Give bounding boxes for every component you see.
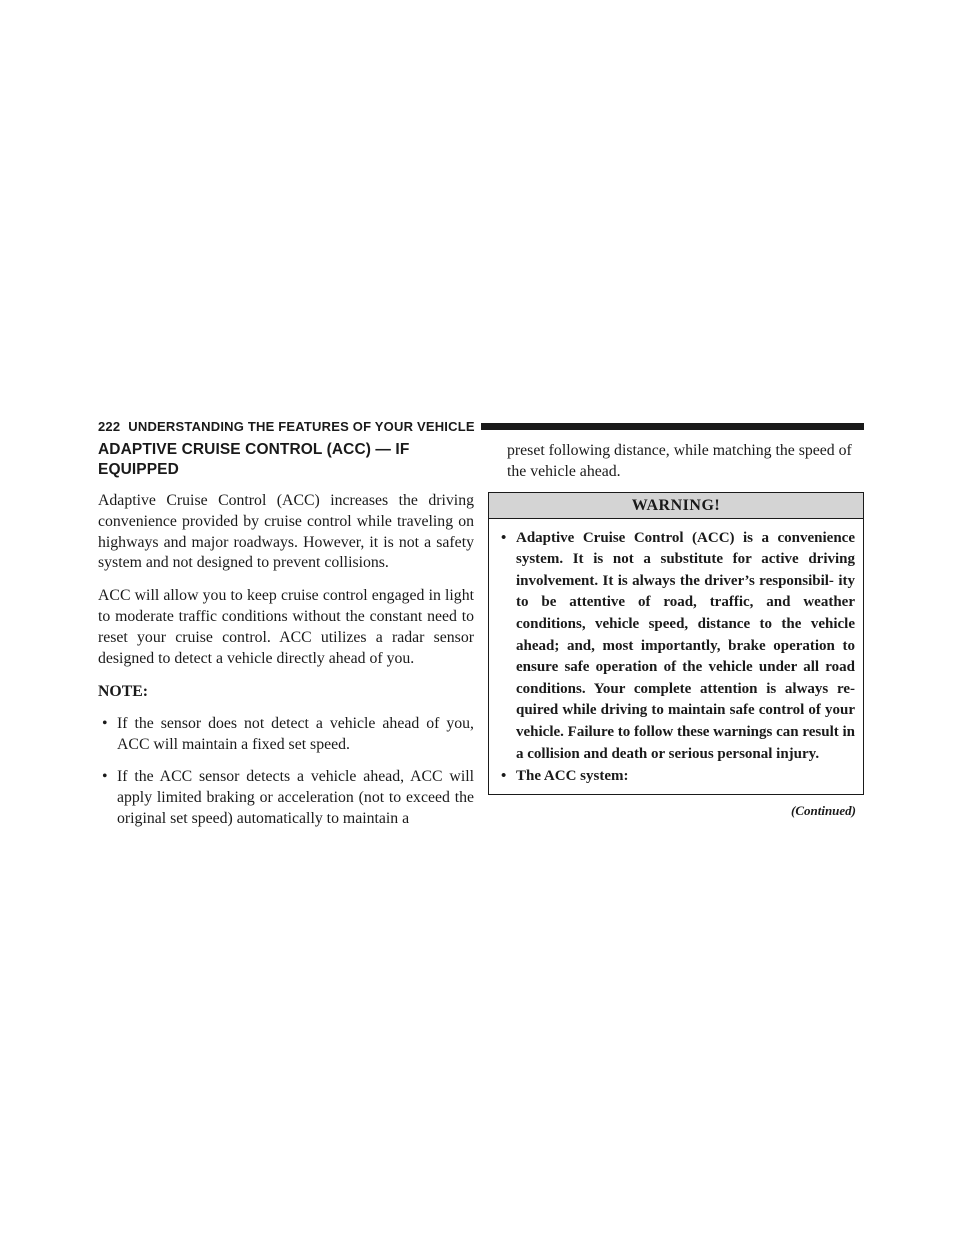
note-bullet-item — [98, 714, 474, 756]
warning-item-text: Adaptive Cruise Control (ACC) is a convenience system. It is not a substitute for active driving involvement. It is always the driver’s responsibil- ity to be attentive of road, traffic, and weather conditions, vehicle speed, distance to the vehicle ahead; and, most importantly, brake operation to ensure safe operation of the vehicle under all road conditions. Your complete attention is always re- quired while driving to maintain safe control of your vehicle. Failure to follow these warnings can result in a collision and death or serious personal injury. — [516, 529, 856, 762]
warning-item-text: The ACC system: — [516, 768, 629, 785]
warning-box — [488, 492, 864, 795]
warning-item — [497, 528, 855, 766]
header-title: UNDERSTANDING THE FEATURES OF YOUR VEHICLE — [128, 418, 475, 434]
page-number: 222 — [98, 418, 121, 434]
note-bullet-text: If the sensor does not detect a vehicle ahead of you, ACC will maintain a fixed set speed. — [117, 715, 474, 754]
running-header — [98, 418, 864, 434]
bullet-icon: • — [102, 767, 108, 785]
continued-label: (Continued) — [790, 802, 856, 818]
note-bullet-text: If the ACC sensor detects a vehicle ahead, ACC will apply limited braking or acceleration (not to exceed the original set speed) automatically to maintain a — [117, 767, 474, 827]
note-bullet-item — [98, 767, 474, 829]
bullet-icon: • — [501, 768, 507, 785]
note-label: NOTE: — [98, 683, 149, 701]
right-column — [488, 440, 864, 819]
note-bullet-list — [98, 714, 474, 829]
bullet-continuation: preset following distance, while matching the speed of the vehicle ahead. — [507, 442, 852, 480]
bullet-icon: • — [501, 529, 507, 546]
bullet-icon: • — [102, 715, 108, 733]
warning-title: WARNING! — [489, 493, 863, 519]
section-title: ADAPTIVE CRUISE CONTROL (ACC) — IF EQUIPPED — [98, 441, 410, 478]
left-column — [98, 440, 474, 829]
header-rule — [481, 423, 864, 430]
intro-paragraph: Adaptive Cruise Control (ACC) increases the driving convenience provided by cruise control while traveling on highways and major roadways. However, it is not a safety system and not designed to prevent collisions. — [98, 492, 474, 572]
warning-list — [489, 519, 863, 794]
acc-description-paragraph: ACC will allow you to keep cruise control engaged in light to moderate traffic conditions without the constant need to reset your cruise control. ACC utilizes a radar sensor designed to detect a vehicle directly ahead of you. — [98, 587, 474, 667]
warning-item — [497, 766, 855, 788]
